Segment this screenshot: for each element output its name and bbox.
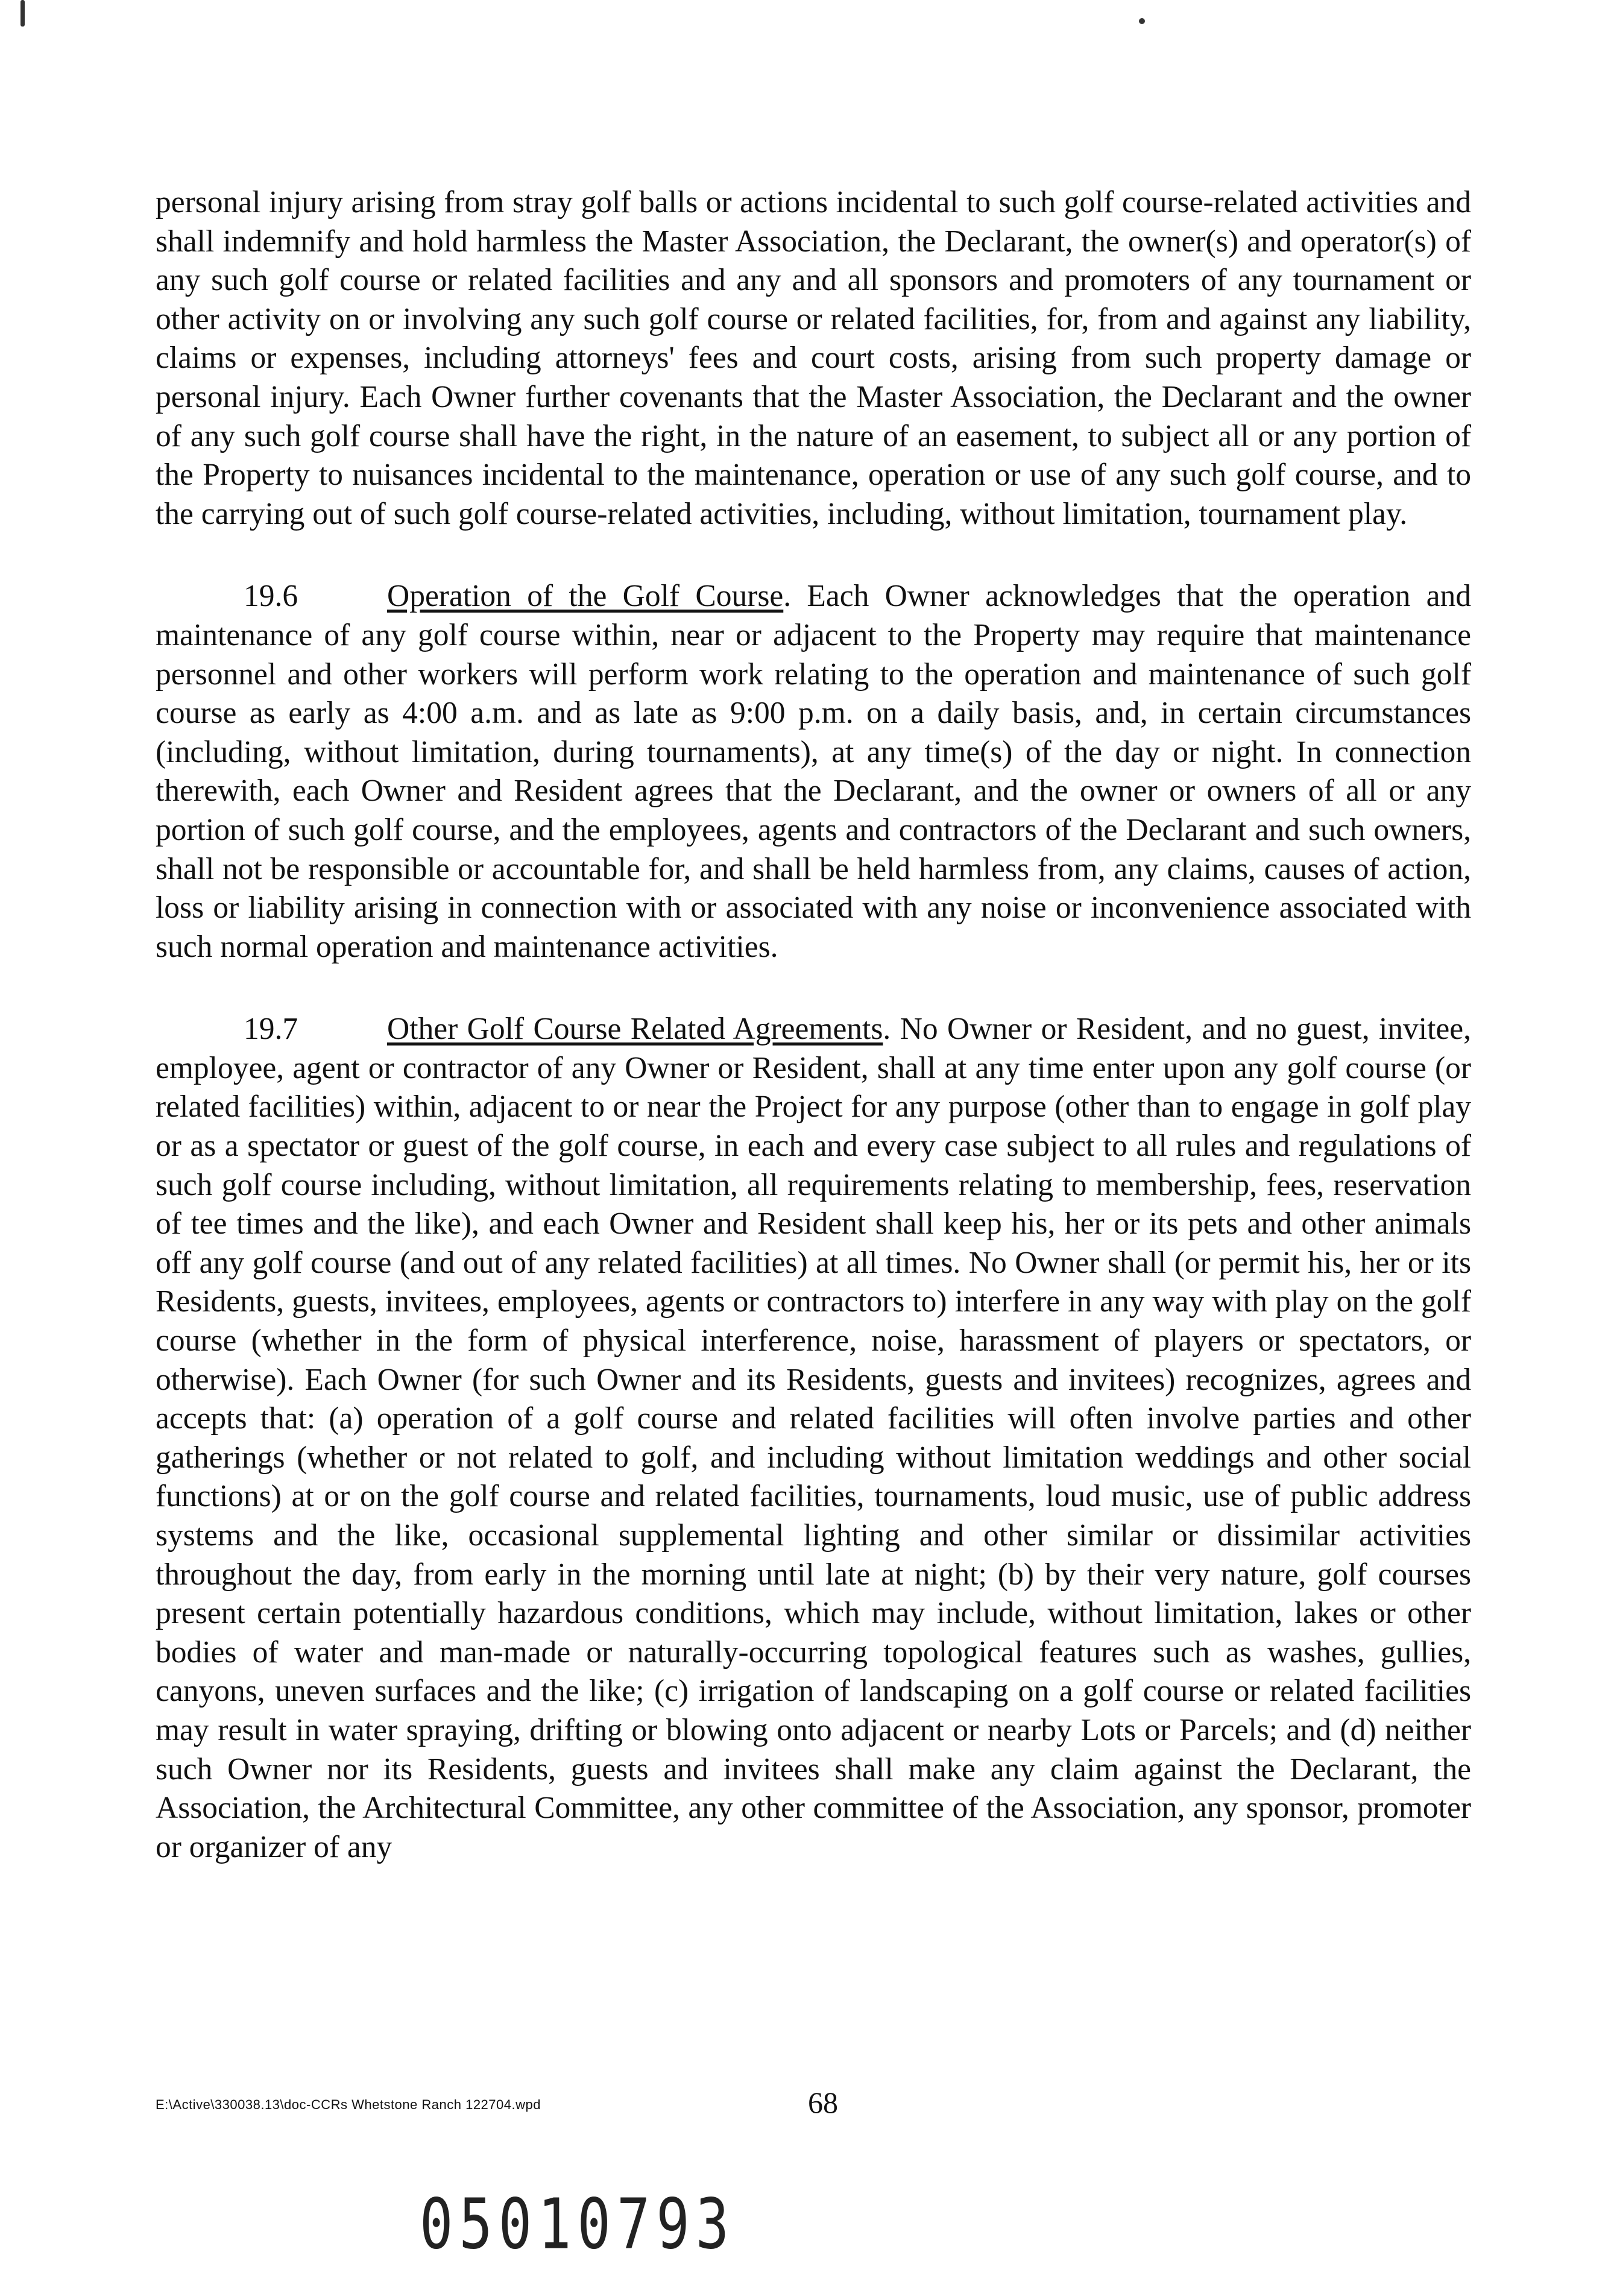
paragraph-continuation bbox=[156, 183, 1471, 534]
footer-file-path: E:\Active\330038.13\doc-CCRs Whetstone Ranch 122704.wpd bbox=[156, 2097, 541, 2112]
paragraph-text: personal injury arising from stray golf balls or actions incidental to such golf course-related activities and shall indemnify and hold harmless the Master Association, the Declarant, the owner(s) and operator(s) of any such golf course or related facilities and any and all sponsors and promoters of any tournament or other activity on or involving any such golf course or related facilities, for, from and against any liability, claims or expenses, including attorneys' fees and court costs, arising from such property damage or personal injury. Each Owner further covenants that the Master Association, the Declarant and the owner of any such golf course shall have the right, in the nature of an easement, to subject all or any portion of the Property to nuisances incidental to the maintenance, operation or use of any such golf course, and to the carrying out of such golf course-related activities, including, without limitation, tournament play. bbox=[156, 185, 1471, 531]
section-number: 19.7 bbox=[244, 1012, 298, 1047]
section-title: Other Golf Course Related Agreements bbox=[387, 1012, 883, 1047]
paragraph-text: . Each Owner acknowledges that the operation and maintenance of any golf course within, near or adjacent to the Property may require that maintenance personnel and other workers will perform work relating to the operation and maintenance of such golf course as early as 4:00 a.m. and as late as 9:00 p.m. on a daily basis, and, in certain circumstances (including, without limitation, during tournaments), at any time(s) of the day or night. In connection therewith, each Owner and Resident agrees that the Declarant, and the owner or owners of all or any portion of such golf course, and the employees, agents and contractors of the Declarant and such owners, shall not be responsible or accountable for, and shall be held harmless from, any claims, causes of action, loss or liability arising in connection with or associated with any noise or inconvenience associated with such normal operation and maintenance activities. bbox=[156, 579, 1471, 964]
section-number: 19.6 bbox=[244, 579, 298, 614]
section-title: Operation of the Golf Course bbox=[387, 579, 784, 614]
paragraph-section-19-6 bbox=[156, 577, 1471, 967]
scan-artifact-mark bbox=[20, 0, 25, 27]
bates-number: 05010793 bbox=[420, 2184, 736, 2265]
document-body bbox=[156, 183, 1471, 1867]
scan-artifact-dot bbox=[1139, 18, 1145, 24]
page-number: 68 bbox=[808, 2086, 838, 2119]
paragraph-text: . No Owner or Resident, and no guest, invitee, employee, agent or contractor of any Owner or Resident, shall at any time enter upon any golf course (or related facilities) within, adjacent to or near the Project for any purpose (other than to engage in golf play or as a spectator or guest of the golf course, in each and every case subject to all rules and regulations of such golf course including, without limitation, all requirements relating to membership, fees, reservation of tee times and the like), and each Owner and Resident shall keep his, her or its pets and other animals off any golf course (and out of any related facilities) at all times. No Owner shall (or permit his, her or its Residents, guests, invitees, employees, agents or contractors to) interfere in any way with play on the golf course (whether in the form of physical interference, noise, harassment of players or spectators, or otherwise). Each Owner (for such Owner and its Residents, guests and invitees) recognizes, agrees and accepts that: (a) operation of a golf course and related facilities will often involve parties and other gatherings (whether or not related to golf, and including without limitation weddings and other social functions) at or on the golf course and related facilities, tournaments, loud music, use of public address systems and the like, occasional supplemental lighting and other similar or dissimilar activities throughout the day, from early in the morning until late at night; (b) by their very nature, golf courses present certain potentially hazardous conditions, which may include, without limitation, lakes or other bodies of water and man-made or naturally-occurring topological features such as washes, gullies, canyons, uneven surfaces and the like; (c) irrigation of landscaping on a golf course or related facilities may result in water spraying, drifting or blowing onto adjacent or nearby Lots or Parcels; and (d) neither such Owner nor its Residents, guests and invitees shall make any claim against the Declarant, the Association, the Architectural Committee, any other committee of the Association, any sponsor, promoter or organizer of any bbox=[156, 1012, 1471, 1864]
paragraph-section-19-7 bbox=[156, 1010, 1471, 1867]
